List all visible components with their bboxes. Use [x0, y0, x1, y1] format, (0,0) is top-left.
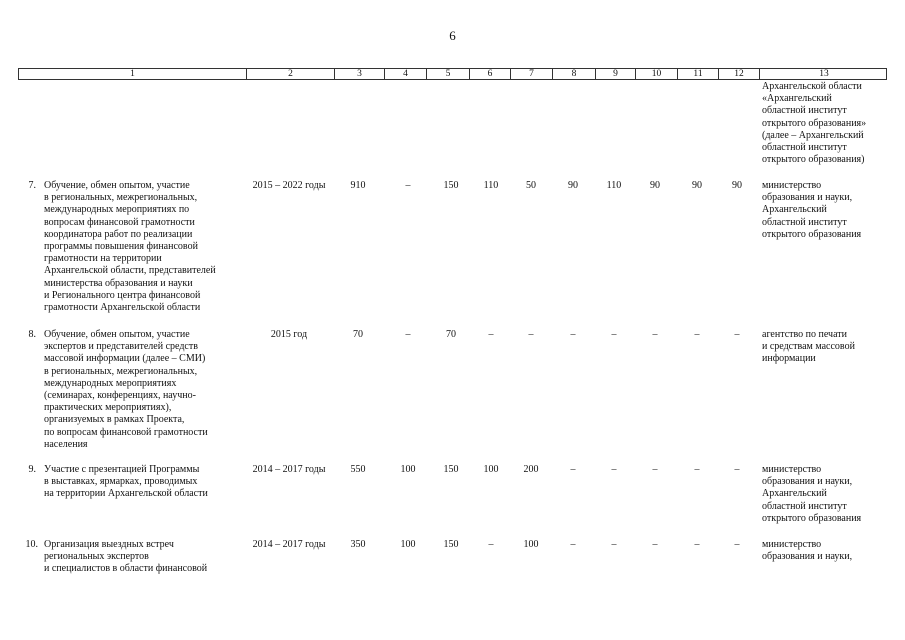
activity-name-line: по вопросам финансовой грамотности — [44, 426, 208, 438]
continuation-line: областной институт — [762, 142, 847, 154]
executor-line: областной институт — [762, 216, 847, 228]
activity-name-line: Архангельской области, представителей — [44, 265, 216, 277]
column-header-9: 9 — [595, 68, 635, 80]
activity-name-line: (семинарах, конференциях, научно- — [44, 390, 196, 402]
executor — [762, 329, 887, 366]
period: 2014 – 2017 годы — [252, 464, 326, 475]
activity-name-line: населения — [44, 438, 88, 450]
funding-value-col-5: 70 — [446, 329, 456, 340]
funding-value-col-3: 350 — [350, 539, 366, 550]
funding-value-col-10: – — [652, 329, 658, 340]
continuation-line: Архангельской области — [762, 81, 862, 92]
row-number: 8. — [28, 329, 36, 340]
funding-value-col-10: – — [652, 464, 658, 475]
funding-value-col-6: 100 — [483, 464, 499, 475]
funding-value-col-10: – — [652, 539, 658, 550]
funding-value-col-9: – — [611, 539, 617, 550]
executor-line: информации — [762, 353, 816, 365]
continuation-executor — [762, 81, 866, 166]
executor-line: образования и науки, — [762, 551, 853, 563]
funding-value-col-4: – — [405, 329, 411, 340]
funding-value-col-6: 110 — [483, 180, 499, 191]
column-header-1: 1 — [130, 69, 135, 79]
funding-value-col-8: – — [570, 539, 576, 550]
page-number: 6 — [449, 28, 456, 43]
activity-name-line: международных мероприятиях по — [44, 204, 190, 216]
funding-value-col-6: – — [488, 539, 494, 550]
column-header-6: 6 — [469, 68, 510, 80]
row-number: 9. — [28, 464, 36, 475]
column-header-13: 13 — [759, 68, 888, 80]
column-header-11: 11 — [677, 68, 718, 80]
executor-line: министерство — [762, 180, 822, 191]
funding-value-col-8: – — [570, 464, 576, 475]
funding-value-col-9: – — [611, 464, 617, 475]
funding-value-col-5: 150 — [443, 539, 459, 550]
funding-value-col-7: 50 — [526, 180, 536, 191]
column-header-4: 4 — [384, 68, 426, 80]
continuation-line: открытого образования» — [762, 117, 867, 129]
column-header-2: 2 — [246, 68, 334, 80]
column-header-8: 8 — [552, 68, 595, 80]
funding-value-col-8: 90 — [568, 180, 578, 191]
table-header-row — [18, 68, 887, 80]
funding-value-col-12: – — [734, 464, 740, 475]
activity-name-line: грамотности Архангельской области — [44, 302, 201, 314]
activity-name — [44, 539, 244, 576]
activity-name — [44, 464, 244, 501]
funding-value-col-10: 90 — [650, 180, 660, 191]
row-number: 7. — [28, 180, 36, 191]
period: 2014 – 2017 годы — [252, 539, 326, 550]
period: 2015 – 2022 годы — [252, 180, 326, 191]
activity-name-line: региональных экспертов — [44, 551, 149, 563]
funding-value-col-11: – — [694, 329, 700, 340]
funding-value-col-5: 150 — [443, 180, 459, 191]
continuation-line: (далее – Архангельский — [762, 129, 864, 141]
column-header-10: 10 — [635, 68, 677, 80]
executor-line: Архангельский — [762, 488, 827, 500]
activity-name-line: Обучение, обмен опытом, участие — [44, 180, 190, 191]
funding-value-col-3: 910 — [350, 180, 366, 191]
activity-name — [44, 180, 244, 314]
activity-name-line: массовой информации (далее – СМИ) — [44, 353, 206, 365]
funding-value-col-11: 90 — [692, 180, 702, 191]
executor-line: областной институт — [762, 500, 847, 512]
activity-name-line: в региональных, межрегиональных, — [44, 365, 198, 377]
activity-name-line: Обучение, обмен опытом, участие — [44, 329, 190, 340]
activity-name-line: Организация выездных встреч — [44, 539, 174, 550]
funding-value-col-12: 90 — [732, 180, 742, 191]
column-header-12: 12 — [718, 68, 759, 80]
funding-value-col-9: – — [611, 329, 617, 340]
continuation-line: открытого образования) — [762, 154, 865, 166]
activity-name-line: экспертов и представителей средств — [44, 341, 198, 353]
executor-line: министерство — [762, 464, 822, 475]
column-header-7: 7 — [510, 68, 552, 80]
activity-name-line: на территории Архангельской области — [44, 488, 208, 500]
funding-value-col-12: – — [734, 329, 740, 340]
period: 2015 год — [270, 329, 308, 340]
executor-line: образования и науки, — [762, 476, 853, 488]
executor-line: агентство по печати — [762, 329, 847, 340]
column-header-5: 5 — [426, 68, 469, 80]
activity-name-line: организуемых в рамках Проекта, — [44, 414, 185, 426]
funding-value-col-9: 110 — [606, 180, 622, 191]
funding-value-col-3: 550 — [350, 464, 366, 475]
activity-name-line: и специалистов в области финансовой — [44, 563, 208, 575]
funding-value-col-11: – — [694, 539, 700, 550]
activity-name-line: министерства образования и науки — [44, 277, 193, 289]
column-header-3: 3 — [334, 68, 384, 80]
executor-line: Архангельский — [762, 204, 827, 216]
funding-value-col-7: 200 — [523, 464, 539, 475]
funding-value-col-5: 150 — [443, 464, 459, 475]
continuation-line: «Архангельский — [762, 93, 832, 105]
funding-value-col-7: 100 — [523, 539, 539, 550]
row-number: 10. — [25, 539, 38, 550]
executor-line: открытого образования — [762, 228, 862, 240]
funding-value-col-4: – — [405, 180, 411, 191]
continuation-line: областной институт — [762, 105, 847, 117]
funding-value-col-4: 100 — [400, 539, 416, 550]
funding-value-col-4: 100 — [400, 464, 416, 475]
executor-line: открытого образования — [762, 512, 862, 524]
executor — [762, 464, 887, 525]
executor-line: министерство — [762, 539, 822, 550]
funding-value-col-7: – — [528, 329, 534, 340]
activity-name-line: вопросам финансовой грамотности — [44, 216, 195, 228]
funding-value-col-11: – — [694, 464, 700, 475]
activity-name-line: Участие с презентацией Программы — [44, 464, 200, 475]
activity-name-line: в выставках, ярмарках, проводимых — [44, 476, 198, 488]
executor — [762, 539, 887, 563]
activity-name-line: международных мероприятиях — [44, 377, 177, 389]
activity-name-line: грамотности на территории — [44, 253, 162, 265]
activity-name-line: практических мероприятиях), — [44, 402, 172, 414]
activity-name-line: координатора работ по реализации — [44, 228, 193, 240]
funding-value-col-12: – — [734, 539, 740, 550]
activity-name-line: в региональных, межрегиональных, — [44, 192, 198, 204]
executor-line: образования и науки, — [762, 192, 853, 204]
executor — [762, 180, 887, 241]
funding-value-col-6: – — [488, 329, 494, 340]
activity-name-line: и Регионального центра финансовой — [44, 289, 201, 301]
activity-name — [44, 329, 244, 451]
activity-name-line: программы повышения финансовой — [44, 241, 198, 253]
executor-line: и средствам массовой — [762, 341, 855, 353]
funding-value-col-3: 70 — [353, 329, 363, 340]
funding-value-col-8: – — [570, 329, 576, 340]
